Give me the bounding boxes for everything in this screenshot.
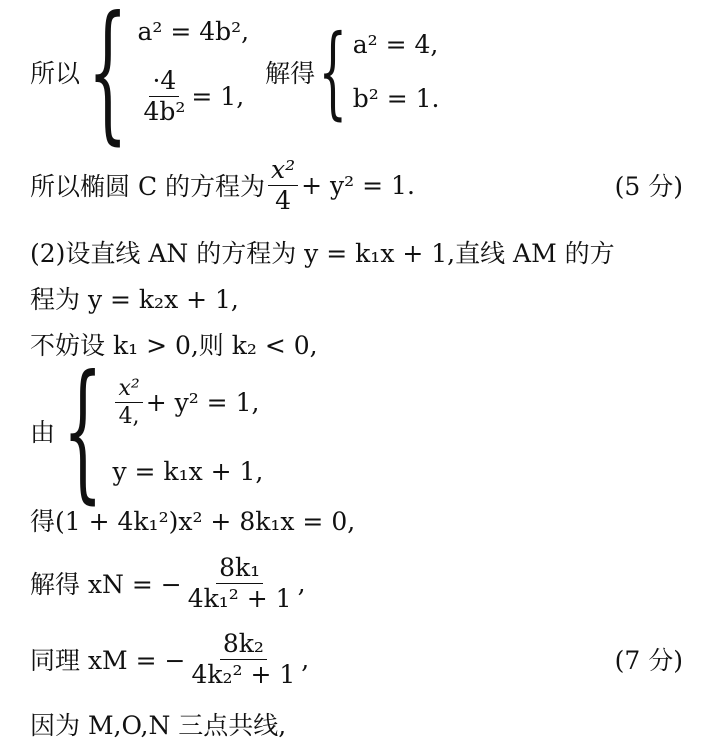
text-line xyxy=(30,278,683,318)
system-row-2 xyxy=(137,66,249,127)
row-2-tail: = 1, xyxy=(191,81,245,111)
system-row-1: a² = 4b², xyxy=(137,17,250,46)
fraction-denominator: 4b² xyxy=(143,97,186,126)
ellipse-text-post: + y² = 1. xyxy=(301,170,415,200)
fraction xyxy=(268,155,298,216)
xn-tail: , xyxy=(297,568,306,598)
line-text: 不妨设 k₁ > 0,则 k₂ < 0, xyxy=(30,331,318,360)
from-text: 由 xyxy=(30,418,56,447)
result-row-1: a² = 4, xyxy=(352,30,439,59)
solve-text: 解得 xyxy=(265,59,316,88)
system-2 xyxy=(112,375,263,487)
system-right xyxy=(353,30,440,114)
fraction-denominator: 4k₁² + 1 xyxy=(187,583,292,613)
system-line-1 xyxy=(30,0,683,159)
so-text: 所以 xyxy=(30,59,81,88)
fraction-denominator: 4 xyxy=(275,185,292,215)
xm-pre: 同理 xM = − xyxy=(30,646,186,675)
result-row-2: b² = 1. xyxy=(352,84,440,113)
fraction xyxy=(185,553,295,614)
line-text: (2)设直线 AN 的方程为 y = k₁x + 1,直线 AM 的方 xyxy=(30,239,615,268)
fraction xyxy=(140,66,188,127)
fraction-denominator: 4k₂² + 1 xyxy=(191,659,296,689)
text-line xyxy=(30,324,683,364)
system-left xyxy=(137,17,249,127)
left-brace: { xyxy=(62,344,103,518)
xn-pre: 解得 xN = − xyxy=(30,570,182,599)
text-line xyxy=(30,704,683,744)
fraction xyxy=(115,375,142,430)
xn-line xyxy=(30,548,683,618)
text-line xyxy=(30,232,683,272)
system-2-row-2: y = k₁x + 1, xyxy=(112,457,264,486)
line-text: 得(1 + 4k₁²)x² + 8k₁x = 0, xyxy=(30,507,356,536)
fraction-numerator: x² xyxy=(268,155,298,186)
fraction-numerator: 8k₁ xyxy=(216,553,263,584)
text-line xyxy=(30,500,683,540)
left-brace: { xyxy=(318,13,348,130)
fraction-denominator: 4, xyxy=(118,404,140,429)
left-brace: { xyxy=(87,0,128,159)
score-label: (5 分) xyxy=(614,172,683,201)
score-label: (7 分) xyxy=(614,646,683,675)
xm-line xyxy=(30,624,683,694)
xm-tail: , xyxy=(301,644,310,674)
row-1-tail: + y² = 1, xyxy=(145,387,260,417)
fraction-numerator: ·4 xyxy=(149,66,179,97)
fraction-numerator: x² xyxy=(115,375,142,403)
ellipse-equation-line xyxy=(30,150,683,220)
fraction-numerator: 8k₂ xyxy=(220,629,267,660)
line-text: 因为 M,O,N 三点共线, xyxy=(30,711,287,740)
fraction xyxy=(188,629,298,690)
line-text: 程为 y = k₂x + 1, xyxy=(30,285,239,314)
system-2-row-1 xyxy=(112,375,263,430)
ellipse-text-pre: 所以椭圆 C 的方程为 xyxy=(30,172,266,201)
